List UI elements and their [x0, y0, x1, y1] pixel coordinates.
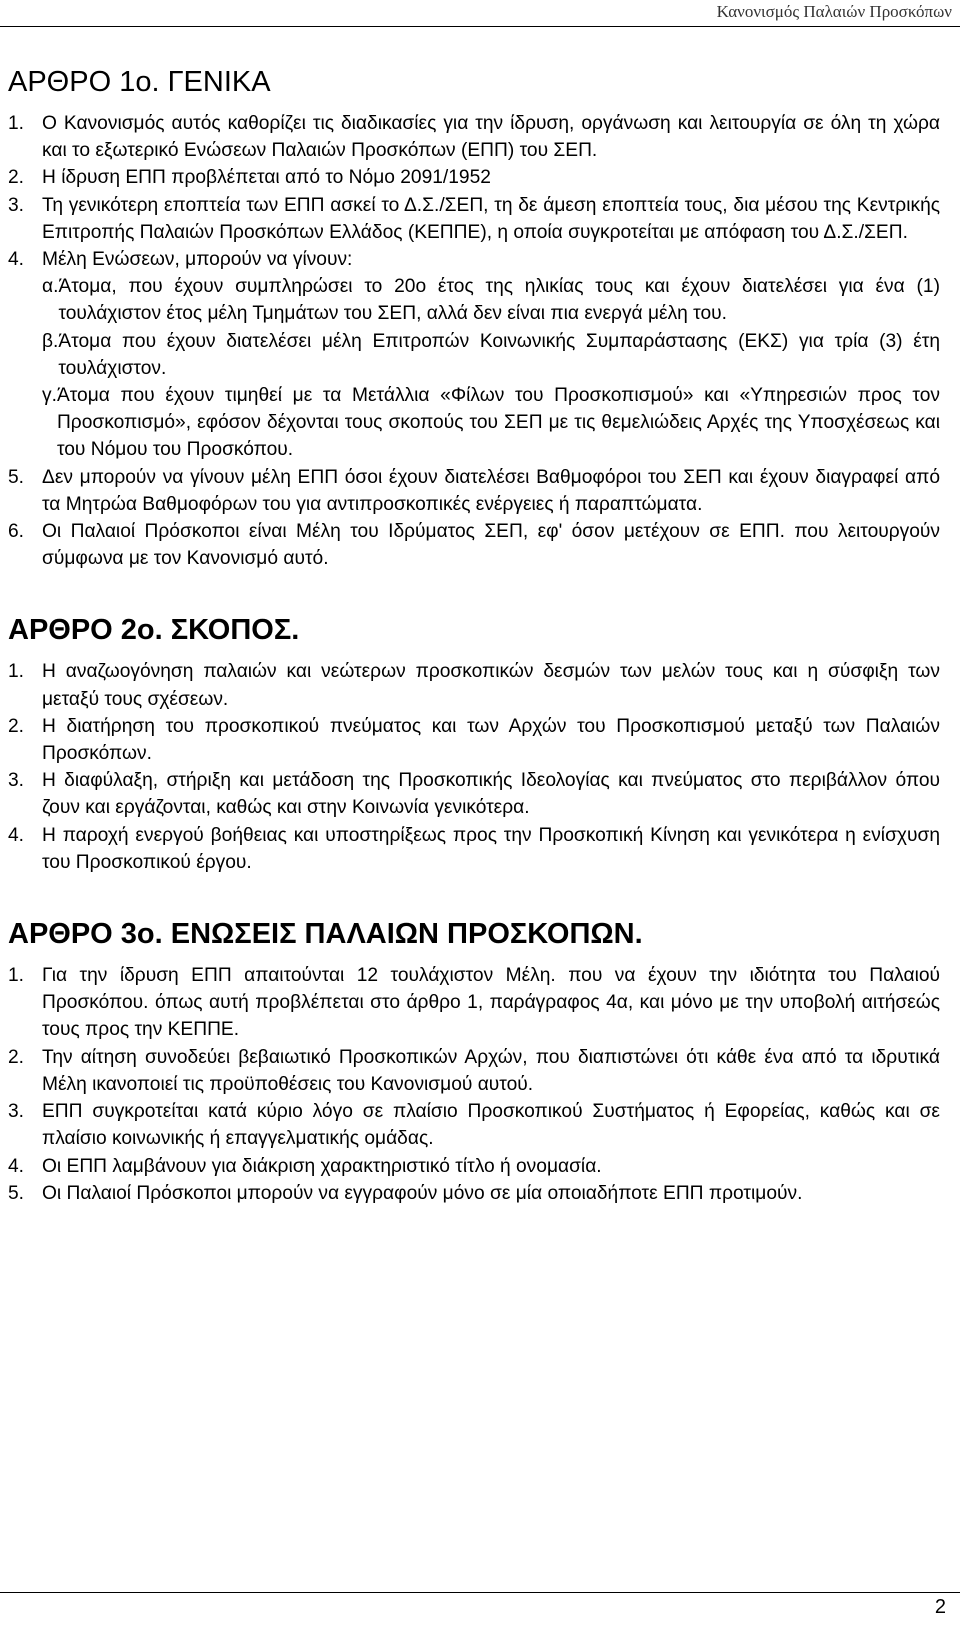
item-number: 4.: [8, 249, 25, 271]
list-item: [8, 713, 940, 767]
list-item: [8, 192, 940, 246]
article-1: [8, 62, 940, 572]
list-item: [8, 962, 940, 1044]
list-item: [8, 822, 940, 876]
item-number: 3.: [8, 194, 25, 216]
item-text: Την αίτηση συνοδεύει βεβαιωτικό Προσκοπικών Αρχών, που διαπιστώνει ότι κάθε ένα από τα ιδρυτικά Μέλη ικανοποιεί τις προϋποθέσεις του Κανονισμού αυτού.: [42, 1046, 940, 1095]
footer-divider: [0, 1592, 960, 1593]
list-item: [8, 1044, 940, 1098]
list-item: [8, 658, 940, 712]
list-item: [8, 518, 940, 572]
item-text: Ο Κανονισμός αυτός καθορίζει τις διαδικασίες για την ίδρυση, οργάνωση και λειτουργία σε όλη τη χώρα και το εξωτερικό Ενώσεων Παλαιών Προσκόπων (ΕΠΠ) του ΣΕΠ.: [42, 113, 940, 162]
sub-item-text: Άτομα που έχουν τιμηθεί με τα Μετάλλια «Φίλων του Προσκοπισμού» και «Υπηρεσιών προς τον Προσκοπισμό», εφόσον δέχονται τους σκοπούς του ΣΕΠ με τις θεμελιώδεις Αρχές της Υποσχέσεως και του Νόμου του Προσκόπου.: [56, 385, 940, 461]
sub-item: [42, 328, 940, 382]
list-item: [8, 767, 940, 821]
item-text: Η ίδρυση ΕΠΠ προβλέπεται από το Νόμο 2091/1952: [42, 167, 491, 189]
list-item: [8, 1153, 940, 1180]
item-text: ΕΠΠ συγκροτείται κατά κύριο λόγο σε πλαίσιο Προσκοπικού Συστήματος ή Εφορείας, καθώς και σε πλαίσιο κοινωνικής ή επαγγελματικής ομάδας.: [42, 1101, 940, 1150]
page-number: 2: [934, 1596, 946, 1618]
article-3: [8, 914, 940, 1207]
item-number: 5.: [8, 1182, 25, 1204]
list-item: [8, 246, 940, 273]
item-number: 4.: [8, 1155, 25, 1177]
list-item: [8, 110, 940, 164]
article-2-title: ΑΡΘΡΟ 2ο. ΣΚΟΠΟΣ.: [8, 614, 300, 647]
item-number: 1.: [8, 661, 25, 683]
header-divider: [0, 26, 960, 27]
item-text: Οι Παλαιοί Πρόσκοποι είναι Μέλη του Ιδρύματος ΣΕΠ, εφ' όσον μετέχουν σε ΕΠΠ. που λειτουργούν σύμφωνα με τον Κανονισμό αυτό.: [42, 521, 940, 570]
item-number: 2.: [8, 715, 25, 737]
article-1-title: ΑΡΘΡΟ 1ο. ΓΕΝΙΚΑ: [8, 66, 271, 98]
sub-item-text: Άτομα, που έχουν συμπληρώσει το 20ο έτος της ηλικίας τους και έχουν διατελέσει για ένα (1) τουλάχιστον έτος μέλη Τμημάτων του ΣΕΠ, αλλά δεν είναι πια ενεργά μέλη του.: [58, 276, 940, 325]
item-text: Για την ίδρυση ΕΠΠ απαιτούνται 12 τουλάχιστον Μέλη. που να έχουν την ιδιότητα του Παλαιού Προσκόπου. όπως αυτή προβλέπεται στο άρθρο 1, παράγραφος 4α, και μόνο με την υποβολή αιτήσεώς τους προς την ΚΕΠΠΕ.: [42, 965, 940, 1041]
item-number: 3.: [8, 1101, 25, 1123]
item-number: 1.: [8, 965, 25, 987]
item-number: 2.: [8, 1046, 25, 1068]
running-header: Κανονισμός Παλαιών Προσκόπων: [716, 2, 952, 21]
item-text: Οι ΕΠΠ λαμβάνουν για διάκριση χαρακτηριστικό τίτλο ή ονομασία.: [42, 1155, 602, 1177]
sub-item: [42, 273, 940, 327]
sub-item-letter: β.: [42, 330, 59, 352]
item-text: Τη γενικότερη εποπτεία των ΕΠΠ ασκεί το Δ.Σ./ΣΕΠ, τη δε άμεση εποπτεία τους, δια μέσου της Κεντρικής Επιτροπής Παλαιών Προσκόπων Ελλάδος (ΚΕΠΠΕ), η οποία συγκροτείται με απόφαση του Δ.Σ./ΣΕΠ.: [42, 194, 940, 243]
item-number: 1.: [8, 113, 25, 134]
list-item: [8, 464, 940, 518]
item-text: Η διαφύλαξη, στήριξη και μετάδοση της Προσκοπικής Ιδεολογίας και πνεύματος στο περιβάλλον όπου ζουν και εργάζονται, καθώς και στην Κοινωνία γενικότερα.: [42, 770, 940, 819]
item-number: 4.: [8, 824, 25, 846]
article-3-title: ΑΡΘΡΟ 3ο. ΕΝΩΣΕΙΣ ΠΑΛΑΙΩΝ ΠΡΟΣΚΟΠΩΝ.: [8, 918, 643, 951]
sub-item-letter: α.: [42, 276, 59, 298]
sub-item: [42, 382, 940, 464]
item-number: 2.: [8, 167, 25, 189]
item-text: Η αναζωογόνηση παλαιών και νεώτερων προσκοπικών δεσμών των μελών τους και η σύσφιξη των μεταξύ τους σχέσεων.: [42, 661, 940, 710]
item-text: Δεν μπορούν να γίνουν μέλη ΕΠΠ όσοι έχουν διατελέσει Βαθμοφόροι του ΣΕΠ και έχουν διαγραφεί από τα Μητρώα Βαθμοφόρων του για αντιπροσκοπικές ενέργειες ή παραπτώματα.: [42, 466, 940, 515]
item-text: Μέλη Ενώσεων, μπορούν να γίνουν:: [42, 249, 353, 271]
list-item: [8, 164, 940, 191]
list-item: [8, 1098, 940, 1152]
article-2: [8, 610, 940, 876]
item-text: Η διατήρηση του προσκοπικού πνεύματος και των Αρχών του Προσκοπισμού μεταξύ των Παλαιών Προσκόπων.: [42, 715, 940, 765]
item-number: 5.: [8, 466, 25, 488]
sub-item-letter: γ.: [42, 385, 57, 407]
sub-item-text: Άτομα που έχουν διατελέσει μέλη Επιτροπών Κοινωνικής Συμπαράστασης (ΕΚΣ) για τρία (3) έτη τουλάχιστον.: [58, 330, 940, 379]
document-body: [8, 62, 940, 1245]
item-number: 3.: [8, 770, 25, 792]
item-text: Η παροχή ενεργού βοήθειας και υποστηρίξεως προς την Προσκοπική Κίνηση και γενικότερα η ενίσχυση του Προσκοπικού έργου.: [42, 824, 940, 873]
item-number: 6.: [8, 521, 25, 543]
list-item: [8, 1180, 940, 1207]
item-text: Οι Παλαιοί Πρόσκοποι μπορούν να εγγραφούν μόνο σε μία οποιαδήποτε ΕΠΠ προτιμούν.: [42, 1182, 803, 1204]
